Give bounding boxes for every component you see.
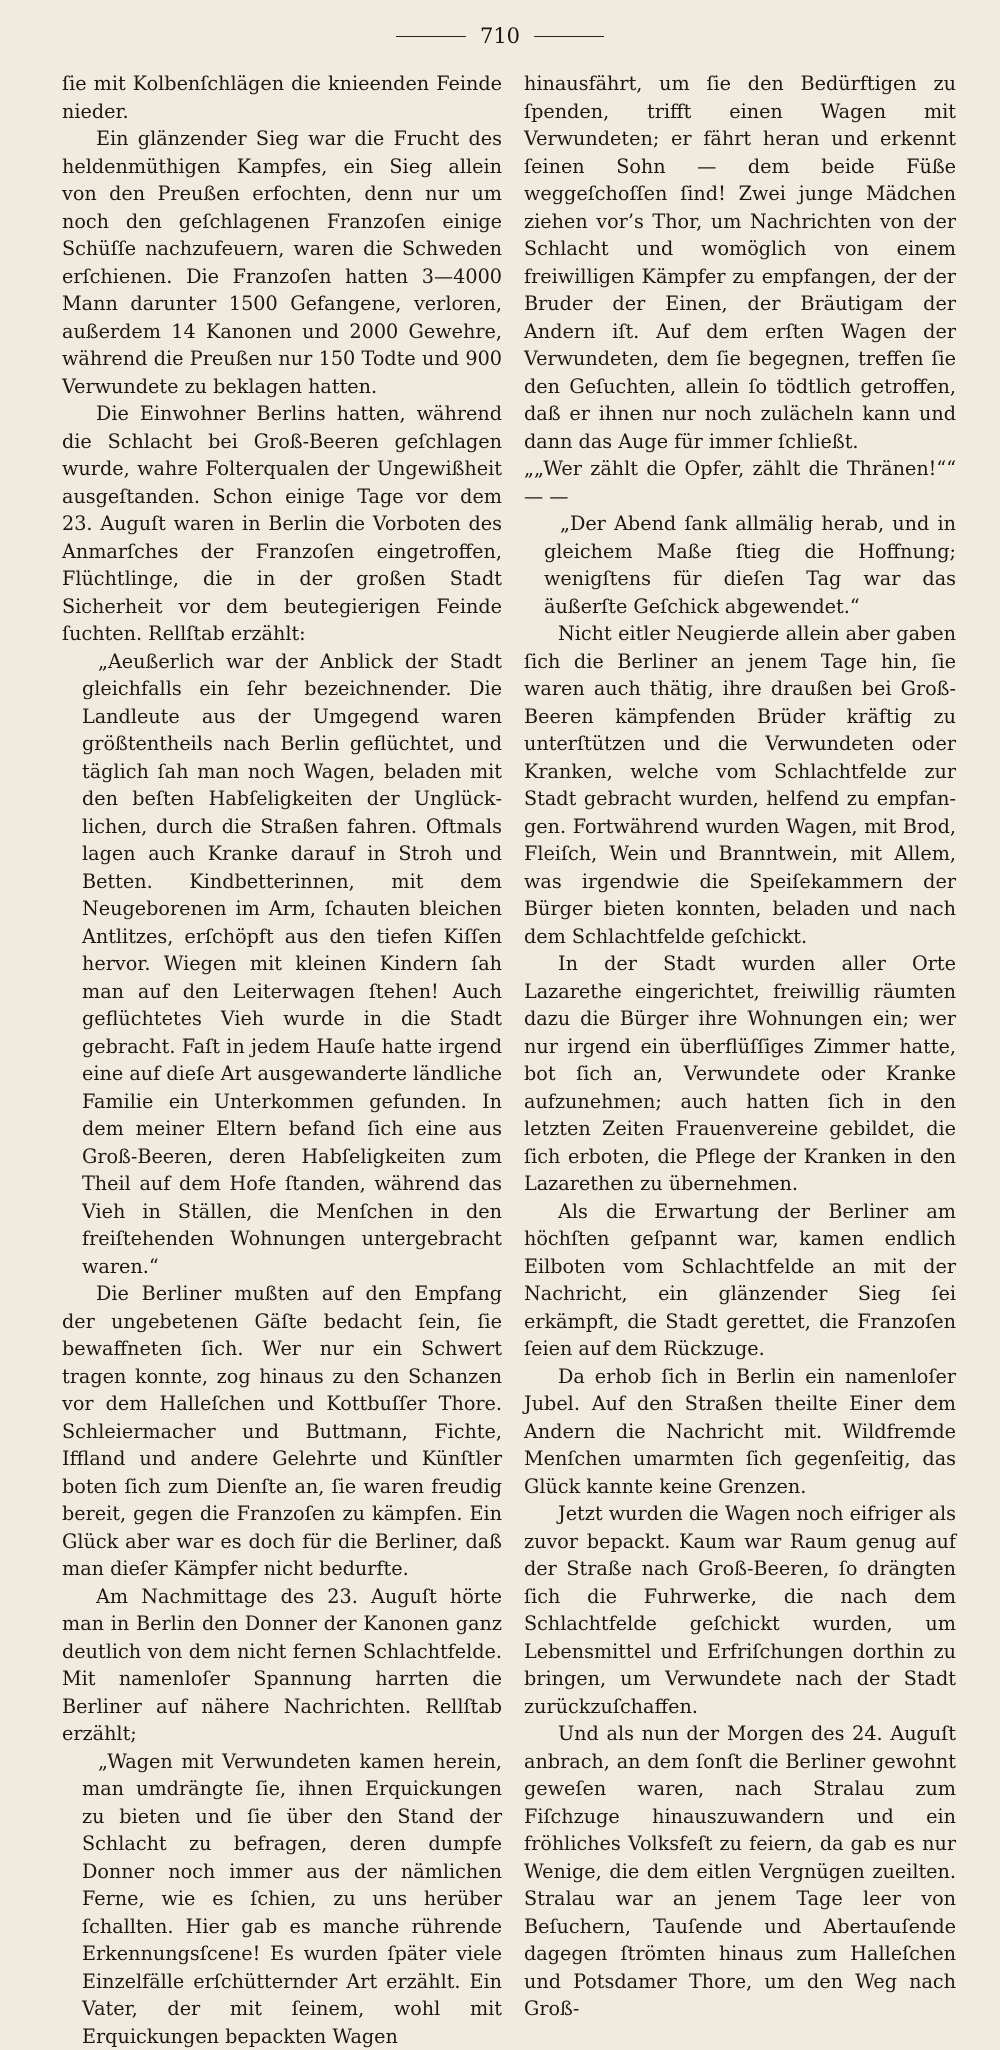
- paragraph: In der Stadt wurden aller Orte Lazarethe eingerichtet, freiwillig räumten dazu die Bürger ihre Wohnungen ein; wer nur irgend ein überflüſſiges Zimmer hatte, bot ſich an, Verwundete oder Kranke aufzunehmen; auch hatten ſich in den letzten Zeiten Frauenvereine gebildet, die ſich erboten, die Pflege der Kranken in den Lazarethen zu übernehmen.: [524, 950, 956, 1198]
- header-rule-left: [396, 36, 466, 37]
- paragraph: hinausfährt, um ſie den Bedürftigen zu ſpenden, trifft einen Wagen mit Verwundeten; er fährt heran und erkennt ſeinen Sohn — dem beide Füße weggeſchoſſen ſind! Zwei junge Mädchen ziehen vor’s Thor, um Nachrichten von der Schlacht und womöglich von einem freiwilligen Kämpfer zu empfangen, der der Bruder der Einen, der Bräutigam der Andern iſt. Auf dem erſten Wagen der Verwundeten, dem ſie begegnen, treffen ſie den Geſuchten, allein ſo tödtlich getroffen, daß er ihnen nur noch zulächeln kann und dann das Auge für immer ſchließt.: [524, 70, 956, 455]
- paragraph: Da erhob ſich in Berlin ein namenloſer Jubel. Auf den Straßen theilte Einer dem Andern die Nachricht mit. Wildfremde Menſchen umarmten ſich gegenſeitig, das Glück kannte keine Grenzen.: [524, 1363, 956, 1501]
- paragraph: Nicht eitler Neugierde allein aber gaben ſich die Berliner an jenem Tage hin, ſie waren auch thätig, ihre draußen bei Groß-Beeren kämpfenden Brüder kräftig zu unterſtützen und die Verwundeten oder Kranken, welche vom Schlachtfelde zur Stadt gebracht wurden, helfend zu empfangen. Fortwährend wurden Wagen, mit Brod, Fleiſch, Wein und Branntwein, mit Allem, was irgendwie die Speiſekammern der Bürger bieten konnten, beladen und nach dem Schlachtfelde geſchickt.: [524, 620, 956, 950]
- header-rule-right: [534, 36, 604, 37]
- paragraph: Am Nachmittage des 23. Auguſt hörte man in Berlin den Donner der Kanonen ganz deutlich von dem nicht fernen Schlachtfelde. Mit namenloſer Spannung harrten die Berliner auf nähere Nachrichten. Rellſtab erzählt;: [62, 1583, 502, 1748]
- paragraph: Als die Erwartung der Berliner am höchſten geſpannt war, kamen endlich Eilboten vom Schlachtfelde an mit der Nachricht, ein glänzender Sieg ſei erkämpft, die Stadt gerettet, die Franzoſen ſeien auf dem Rückzuge.: [524, 1198, 956, 1363]
- paragraph: Ein glänzender Sieg war die Frucht des heldenmüthigen Kampfes, ein Sieg allein von den Preußen erfochten, denn nur um noch den geſchlagenen Franzoſen einige Schüſſe nachzufeuern, waren die Schweden erſchienen. Die Franzoſen hatten 3—4000 Mann darunter 1500 Gefangene, verloren, außerdem 14 Kanonen und 2000 Gewehre, während die Preußen nur 150 Todte und 900 Verwundete zu beklagen hatten.: [62, 125, 502, 400]
- paragraph: Die Berliner mußten auf den Empfang der ungebetenen Gäſte bedacht ſein, ſie bewaffneten ſich. Wer nur ein Schwert tragen konnte, zog hinaus zu den Schanzen vor dem Halleſchen und Kottbuſſer Thore. Schleiermacher und Buttmann, Fichte, Iffland und andere Gelehrte und Künſtler boten ſich zum Dienſte an, ſie waren freudig bereit, gegen die Franzoſen zu kämpfen. Ein Glück aber war es doch für die Berliner, daß man dieſer Kämpfer nicht bedurfte.: [62, 1280, 502, 1583]
- right-column: [524, 70, 956, 2023]
- page-header: [0, 24, 1000, 48]
- paragraph: ſie mit Kolbenſchlägen die knieenden Feinde nieder.: [62, 70, 502, 125]
- left-column: [62, 70, 502, 2050]
- paragraph: Und als nun der Morgen des 24. Auguſt anbrach, an dem ſonſt die Berliner gewohnt geweſen waren, nach Stralau zum Fiſchzuge hinauszuwandern und ein fröhliches Volksfeſt zu feiern, da gab es nur Wenige, die dem eitlen Vergnügen zueilten. Stralau war an jenem Tage leer von Beſuchern, Tauſende und Abertauſende dagegen ſtrömten hinaus zum Halleſchen und Potsdamer Thore, um den Weg nach Groß-: [524, 1720, 956, 2023]
- quote-paragraph: „Aeußerlich war der Anblick der Stadt gleichfalls ein ſehr bezeichnender. Die Landleute aus der Umgegend waren größtentheils nach Berlin geflüchtet, und täglich ſah man noch Wagen, beladen mit den beſten Habſeligkeiten der Unglücklichen, durch die Straßen fahren. Oftmals lagen auch Kranke darauf in Stroh und Betten. Kindbetterinnen, mit dem Neugeborenen im Arm, ſchauten bleichen Antlitzes, erſchöpft aus den tiefen Kiſſen hervor. Wiegen mit kleinen Kindern ſah man auf den Leiterwagen ſtehen! Auch geflüchtetes Vieh wurde in die Stadt gebracht. Faſt in jedem Hauſe hatte irgend eine auf dieſe Art ausgewanderte ländliche Familie ein Unterkommen gefunden. In dem meiner Eltern befand ſich eine aus Groß-Beeren, deren Habſeligkeiten zum Theil auf dem Hofe ſtanden, während das Vieh in Ställen, die Menſchen in den freiſtehenden Wohnungen untergebracht waren.“: [62, 648, 502, 1281]
- paragraph: Die Einwohner Berlins hatten, während die Schlacht bei Groß-Beeren geſchlagen wurde, wahre Folterqualen der Ungewißheit ausgeſtanden. Schon einige Tage vor dem 23. Auguſt waren in Berlin die Vorboten des Anmarſches der Franzoſen eingetroffen, Flüchtlinge, die in der großen Stadt Sicherheit vor dem beutegierigen Feinde ſuchten. Rellſtab erzählt:: [62, 400, 502, 648]
- paragraph: Jetzt wurden die Wagen noch eifriger als zuvor bepackt. Kaum war Raum genug auf der Straße nach Groß-Beeren, ſo drängten ſich die Fuhrwerke, die nach dem Schlachtfelde geſchickt wurden, um Lebensmittel und Erfriſchungen dorthin zu bringen, um Verwundete nach der Stadt zurückzuſchaffen.: [524, 1500, 956, 1720]
- quote-line: „„Wer zählt die Opfer, zählt die Thränen!““ — —: [524, 455, 956, 510]
- page-number: 710: [480, 24, 520, 48]
- quote-paragraph: „Wagen mit Verwundeten kamen herein, man umdrängte ſie, ihnen Erquickungen zu bieten und ſie über den Stand der Schlacht zu befragen, deren dumpfe Donner noch immer aus der nämlichen Ferne, wie es ſchien, zu uns herüber ſchallten. Hier gab es manche rührende Erkennungsſcene! Es wurden ſpäter viele Einzelfälle erſchütternder Art erzählt. Ein Vater, der mit ſeinem, wohl mit Erquickungen bepackten Wagen: [62, 1748, 502, 2050]
- quote-paragraph: „Der Abend ſank allmälig herab, und in gleichem Maße ſtieg die Hoffnung; wenigſtens für dieſen Tag war das äußerſte Geſchick abgewendet.“: [524, 510, 956, 620]
